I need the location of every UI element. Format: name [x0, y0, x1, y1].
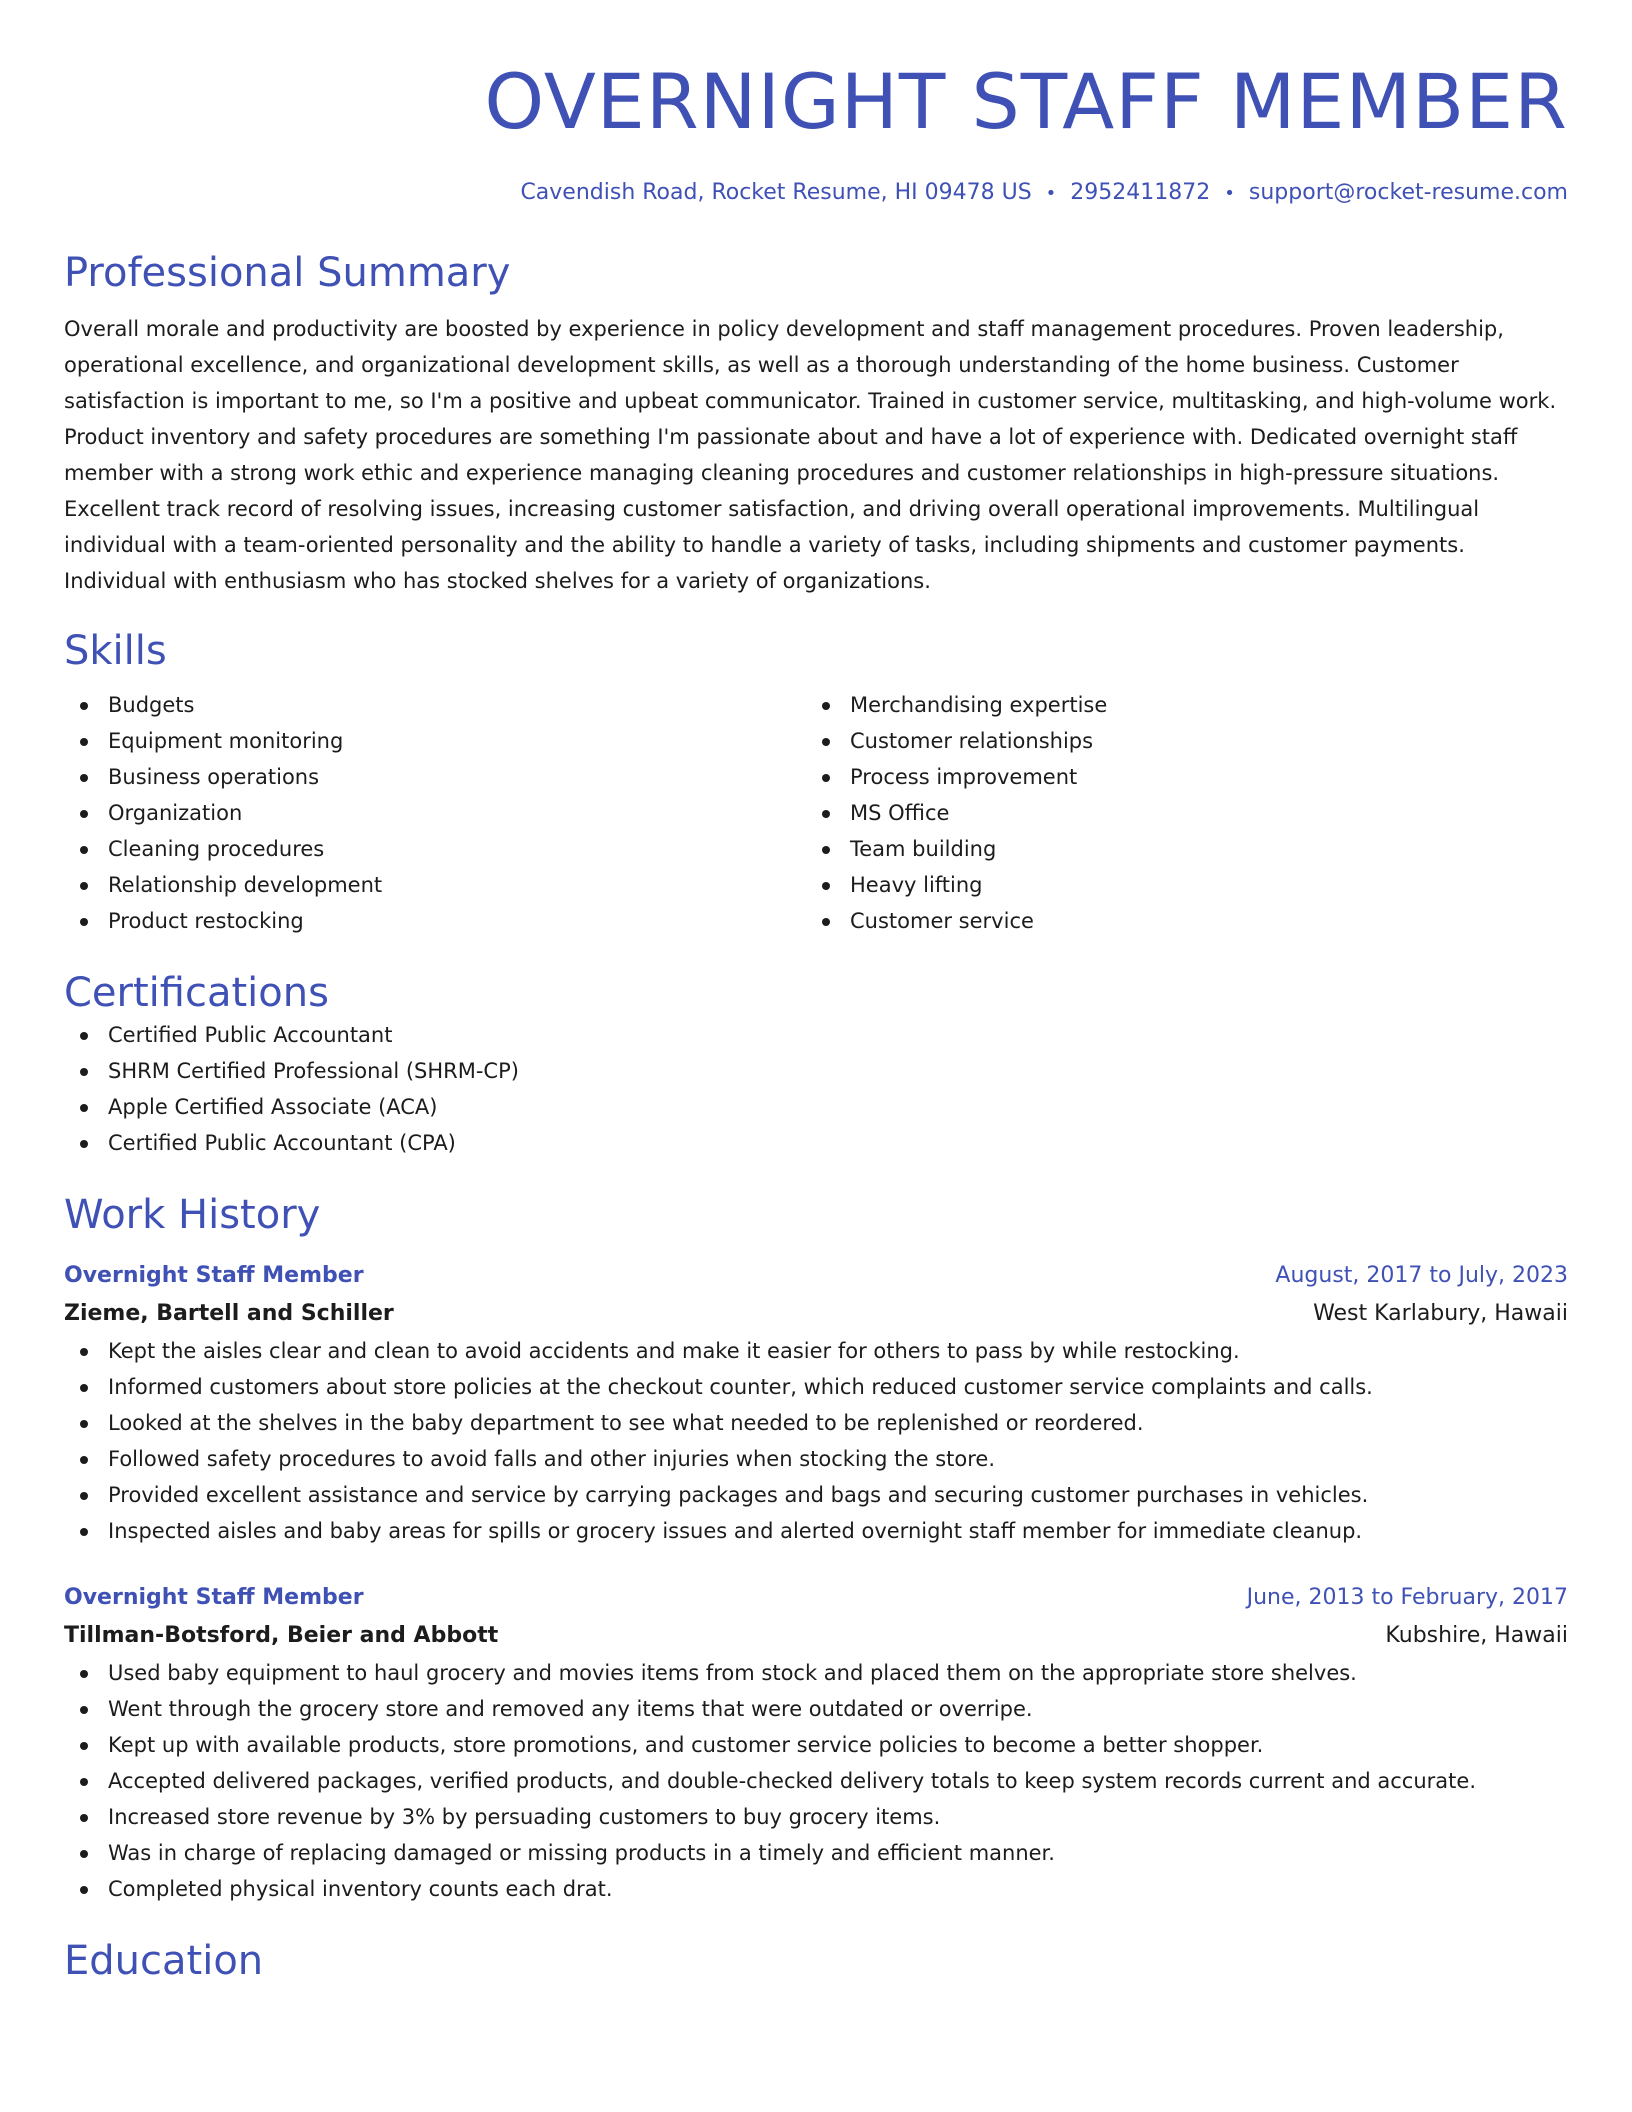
certification-item: SHRM Certified Professional (SHRM-CP)	[64, 1053, 1568, 1089]
job-duty-item: Accepted delivered packages, verified products, and double-checked delivery totals to keep system records current and accurate.	[64, 1763, 1568, 1799]
skill-item: Equipment monitoring	[64, 723, 806, 759]
skills-section	[64, 627, 1568, 939]
job-dates: June, 2013 to February, 2017	[1246, 1585, 1568, 1610]
skills-heading: Skills	[64, 628, 167, 674]
job-location: West Karlabury, Hawaii	[1313, 1301, 1568, 1326]
skill-item: Merchandising expertise	[806, 687, 1548, 723]
education-section	[64, 1937, 1568, 1985]
contact-separator: •	[1224, 183, 1235, 204]
job-title: Overnight Staff Member	[64, 1585, 364, 1610]
job-duty-item: Followed safety procedures to avoid falls and other injuries when stocking the store.	[64, 1441, 1568, 1477]
skill-item: Relationship development	[64, 867, 806, 903]
skill-item: Business operations	[64, 759, 806, 795]
contact-phone: 2952411872	[1070, 180, 1211, 205]
skill-item: Heavy lifting	[806, 867, 1548, 903]
skill-item: Team building	[806, 831, 1548, 867]
job-duty-item: Informed customers about store policies at the checkout counter, which reduced customer service complaints and calls.	[64, 1369, 1568, 1405]
education-heading: Education	[64, 1938, 264, 1984]
certification-item: Certified Public Accountant	[64, 1017, 1568, 1053]
certifications-heading: Certifications	[64, 970, 329, 1016]
job-entry	[64, 1579, 1568, 1907]
job-title: Overnight Staff Member	[64, 1263, 364, 1288]
job-duty-item: Provided excellent assistance and service by carrying packages and bags and securing customer purchases in vehicles.	[64, 1477, 1568, 1513]
skill-item: Budgets	[64, 687, 806, 723]
skills-grid	[64, 687, 1568, 939]
contact-separator: •	[1045, 183, 1057, 204]
job-title-row	[64, 1579, 1568, 1617]
skills-list-right	[806, 687, 1548, 939]
job-company-row	[64, 1295, 1568, 1333]
certifications-list	[64, 1017, 1568, 1161]
job-entry	[64, 1257, 1568, 1549]
skills-list-left	[64, 687, 806, 939]
job-location: Kubshire, Hawaii	[1385, 1623, 1568, 1648]
certification-item: Apple Certified Associate (ACA)	[64, 1089, 1568, 1125]
skill-item: Process improvement	[806, 759, 1548, 795]
skill-item: MS Office	[806, 795, 1548, 831]
summary-section	[64, 249, 1568, 599]
skill-item: Product restocking	[64, 903, 806, 939]
job-duty-item: Kept the aisles clear and clean to avoid accidents and make it easier for others to pass by while restocking.	[64, 1333, 1568, 1369]
skill-item: Cleaning procedures	[64, 831, 806, 867]
job-duty-item: Was in charge of replacing damaged or missing products in a timely and efficient manner.	[64, 1835, 1568, 1871]
work-history-section	[64, 1191, 1568, 1907]
job-title-row	[64, 1257, 1568, 1295]
job-dates: August, 2017 to July, 2023	[1275, 1263, 1568, 1288]
job-company: Tillman-Botsford, Beier and Abbott	[64, 1623, 499, 1648]
summary-heading: Professional Summary	[64, 250, 511, 296]
certifications-section	[64, 969, 1568, 1161]
resume-header	[64, 0, 1568, 209]
job-duty-item: Inspected aisles and baby areas for spills or grocery issues and alerted overnight staff member for immediate cleanup.	[64, 1513, 1568, 1549]
job-duty-item: Increased store revenue by 3% by persuading customers to buy grocery items.	[64, 1799, 1568, 1835]
job-duty-item: Looked at the shelves in the baby department to see what needed to be replenished or reordered.	[64, 1405, 1568, 1441]
skill-item: Customer relationships	[806, 723, 1548, 759]
job-company: Zieme, Bartell and Schiller	[64, 1301, 394, 1326]
resume-page	[64, 0, 1568, 1985]
job-duties-list	[64, 1655, 1568, 1907]
job-company-row	[64, 1617, 1568, 1655]
job-duty-item: Went through the grocery store and removed any items that were outdated or overripe.	[64, 1691, 1568, 1727]
job-duty-item: Used baby equipment to haul grocery and movies items from stock and placed them on the appropriate store shelves.	[64, 1655, 1568, 1691]
work-history-heading: Work History	[64, 1192, 321, 1238]
summary-text: Overall morale and productivity are boosted by experience in policy development and staff management procedures. Proven leadership, operational excellence, and organizational development skills, as well as a thorough understanding of the home business. Customer satisfaction is important to me, so I'm a positive and upbeat communicator. Trained in customer service, multitasking, and high-volume work. Product inventory and safety procedures are something I'm passionate about and have a lot of experience with. Dedicated overnight staff member with a strong work ethic and experience managing cleaning procedures and customer relationships in high-pressure situations. Excellent track record of resolving issues, increasing customer satisfaction, and driving overall operational improvements. Multilingual individual with a team-oriented personality and the ability to handle a variety of tasks, including shipments and customer payments. Individual with enthusiasm who has stocked shelves for a variety of organizations.	[64, 317, 1557, 593]
skill-item: Customer service	[806, 903, 1548, 939]
job-duty-item: Completed physical inventory counts each drat.	[64, 1871, 1568, 1907]
contact-line	[64, 178, 1568, 209]
contact-email[interactable]: support@rocket-resume.com	[1248, 180, 1568, 205]
certification-item: Certified Public Accountant (CPA)	[64, 1125, 1568, 1161]
contact-address: Cavendish Road, Rocket Resume, HI 09478 US	[520, 180, 1032, 205]
job-duties-list	[64, 1333, 1568, 1549]
job-duty-item: Kept up with available products, store promotions, and customer service policies to become a better shopper.	[64, 1727, 1568, 1763]
resume-name: OVERNIGHT STAFF MEMBER	[484, 57, 1568, 146]
skill-item: Organization	[64, 795, 806, 831]
